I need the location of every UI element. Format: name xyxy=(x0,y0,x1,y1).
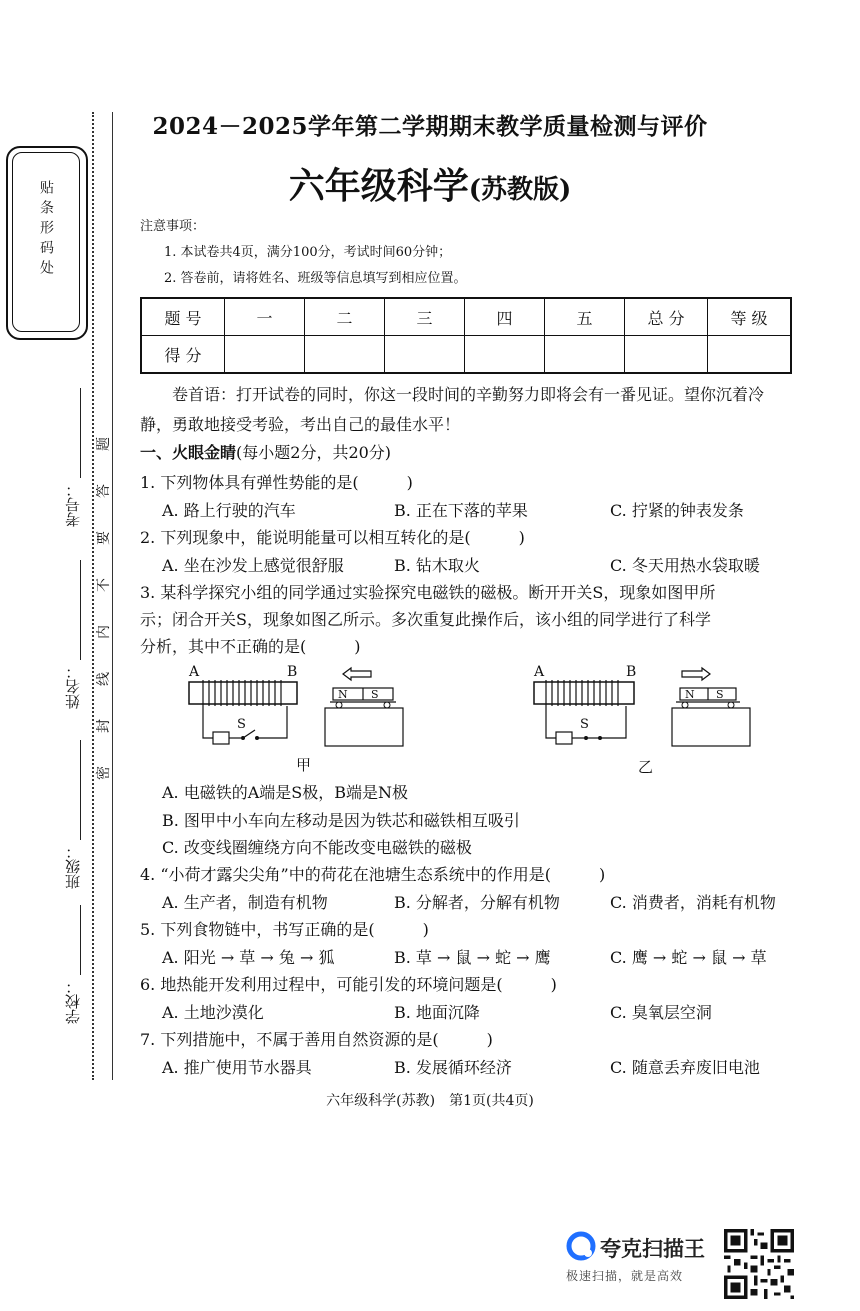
magnet-n-label: N xyxy=(685,688,695,701)
question-6-option-b[interactable]: B. 地面沉降 xyxy=(394,1003,480,1022)
notes-item: 1. 本试卷共4页，满分100分，考试时间60分钟； xyxy=(164,245,452,260)
question-7-option-c[interactable]: C. 随意丢弃废旧电池 xyxy=(610,1058,760,1077)
score-input-cell[interactable] xyxy=(465,336,545,374)
magnet-s-label: S xyxy=(371,688,379,701)
brand-name: 夸克扫描王 xyxy=(600,1237,705,1261)
magnet-n-label: N xyxy=(338,688,348,701)
score-header-cell: 二 xyxy=(305,298,385,336)
question-6-option-c[interactable]: C. 臭氧层空洞 xyxy=(610,1003,712,1022)
barcode-box-label: 贴条形码处 xyxy=(38,180,54,280)
subject-title xyxy=(0,158,860,209)
figure-label-b: B xyxy=(287,664,298,680)
circuit-wire-right xyxy=(257,706,287,738)
score-table-score-row xyxy=(141,336,791,374)
score-input-cell[interactable] xyxy=(305,336,385,374)
exam-number-underline xyxy=(80,388,81,478)
question-3-option-a[interactable]: A. 电磁铁的A端是S极，B端是N极 xyxy=(162,783,409,802)
question-7-stem: 7. 下列措施中，不属于善用自然资源的是( ) xyxy=(140,1030,493,1049)
seal-char-4: 内 xyxy=(96,625,112,639)
score-input-cell[interactable] xyxy=(545,336,625,374)
figure-label-b: B xyxy=(626,664,637,680)
score-input-cell[interactable] xyxy=(385,336,465,374)
score-header-cell: 四 xyxy=(465,298,545,336)
score-header-cell: 五 xyxy=(545,298,625,336)
seal-char-5: 线 xyxy=(96,672,112,686)
figure-label-a: A xyxy=(534,664,545,680)
question-3-line-1: 3. 某科学探究小组的同学通过实验探究电磁铁的磁极。断开开关S，现象如图甲所 xyxy=(140,583,716,602)
exam-notes xyxy=(140,214,467,292)
question-2-stem: 2. 下列现象中，能说明能量可以相互转化的是( ) xyxy=(140,528,525,547)
class-underline xyxy=(80,740,81,840)
switch-label: S xyxy=(237,717,246,732)
seal-char-6: 封 xyxy=(96,719,112,733)
figure-label-a: A xyxy=(189,664,200,680)
name-field[interactable] xyxy=(62,560,82,720)
question-7-option-a[interactable]: A. 推广使用节水器具 xyxy=(162,1058,312,1077)
exam-number-label: 考号： xyxy=(64,482,82,527)
score-input-cell[interactable] xyxy=(708,336,792,374)
score-header-cell: 三 xyxy=(385,298,465,336)
class-label: 班级： xyxy=(64,844,82,889)
circuit-wire-left xyxy=(546,706,556,738)
question-4-stem: 4. “小荷才露尖尖角”中的荷花在池塘生态系统中的作用是( ) xyxy=(140,865,606,884)
circuit-wire-left xyxy=(203,706,213,738)
seal-char-7: 密 xyxy=(96,766,112,780)
question-5-option-c[interactable]: C. 鹰 → 蛇 → 鼠 → 草 xyxy=(610,948,767,967)
figure-jia xyxy=(185,662,415,762)
brand-tagline: 极速扫描，就是高效 xyxy=(566,1269,684,1283)
battery xyxy=(556,732,572,744)
question-2-option-b[interactable]: B. 钻木取火 xyxy=(394,556,480,575)
question-2-option-a[interactable]: A. 坐在沙发上感觉很舒服 xyxy=(162,556,344,575)
question-4-option-c[interactable]: C. 消费者，消耗有机物 xyxy=(610,893,776,912)
circuit-wire-right xyxy=(600,706,626,738)
school-underline xyxy=(80,905,81,975)
score-header-cell: 总 分 xyxy=(625,298,708,336)
left-arrow xyxy=(343,668,371,680)
score-input-cell[interactable] xyxy=(625,336,708,374)
score-header-cell: 等 级 xyxy=(708,298,792,336)
figure-yi xyxy=(530,662,760,762)
notes-item: 2. 答卷前，请将姓名、班级等信息填写到相应位置。 xyxy=(164,271,467,286)
right-arrow xyxy=(682,668,710,680)
question-5-stem: 5. 下列食物链中，书写正确的是( ) xyxy=(140,920,429,939)
score-table-header-row xyxy=(141,298,791,336)
table-block xyxy=(325,708,403,746)
question-1-option-c[interactable]: C. 拧紧的钟表发条 xyxy=(610,501,744,520)
battery xyxy=(213,732,229,744)
preface-text: 卷首语：打开试卷的同时，你这一段时间的辛勤努力即将会有一番见证。望你沉着冷静，勇敢地接受考验，考出自己的最佳水平！ xyxy=(140,385,765,434)
coil-windings xyxy=(203,680,281,706)
figure-caption-yi: 乙 xyxy=(638,758,654,776)
magnet-s-label: S xyxy=(716,688,724,701)
question-5-option-a[interactable]: A. 阳光 → 草 → 兔 → 狐 xyxy=(162,948,335,967)
name-underline xyxy=(80,560,81,660)
section-note: (每小题2分，共20分) xyxy=(236,443,392,462)
question-3-option-b[interactable]: B. 图甲中小车向左移动是因为铁芯和磁铁相互吸引 xyxy=(162,811,520,830)
score-table xyxy=(140,297,792,374)
question-1-option-a[interactable]: A. 路上行驶的汽车 xyxy=(162,501,296,520)
question-1-option-b[interactable]: B. 正在下落的苹果 xyxy=(394,501,528,520)
edition-label: (苏教版) xyxy=(468,175,572,205)
exam-number-field[interactable] xyxy=(62,388,82,528)
binding-solid-line xyxy=(112,112,113,1080)
question-3-line-2: 示；闭合开关S，现象如图乙所示。多次重复此操作后，该小组的同学进行了科学 xyxy=(140,610,711,629)
subject-name: 六年级科学 xyxy=(288,165,469,207)
school-field[interactable] xyxy=(62,905,82,1025)
school-label: 学校： xyxy=(64,979,82,1024)
seal-char-1: 答 xyxy=(96,484,112,498)
question-1-stem: 1. 下列物体具有弹性势能的是( ) xyxy=(140,473,413,492)
seal-char-3: 不 xyxy=(96,578,112,592)
qr-code-icon xyxy=(724,1229,794,1299)
switch-label: S xyxy=(580,717,589,732)
question-5-option-b[interactable]: B. 草 → 鼠 → 蛇 → 鹰 xyxy=(394,948,551,967)
section-title: 一、火眼金睛 xyxy=(140,443,237,462)
score-row-label: 得 分 xyxy=(141,336,225,374)
coil-windings xyxy=(546,680,618,706)
question-6-stem: 6. 地热能开发利用过程中，可能引发的环境问题是( ) xyxy=(140,975,557,994)
figure-caption-jia: 甲 xyxy=(296,756,312,774)
class-field[interactable] xyxy=(62,740,82,890)
notes-heading: 注意事项： xyxy=(140,219,206,234)
scanner-brand xyxy=(566,1231,716,1287)
score-input-cell[interactable] xyxy=(225,336,305,374)
iron-core xyxy=(534,682,634,704)
score-header-cell: 题 号 xyxy=(141,298,225,336)
question-2-option-c[interactable]: C. 冬天用热水袋取暖 xyxy=(610,556,760,575)
question-3-line-3: 分析，其中不正确的是( ) xyxy=(140,637,361,656)
question-7-option-b[interactable]: B. 发展循环经济 xyxy=(394,1058,512,1077)
page-footer: 六年级科学(苏教) 第1页(共4页) xyxy=(326,1093,534,1109)
quark-logo-icon xyxy=(566,1231,596,1261)
table-block xyxy=(672,708,750,746)
seal-char-2: 要 xyxy=(96,531,112,545)
section-heading xyxy=(140,440,391,463)
score-header-cell: 一 xyxy=(225,298,305,336)
question-4-option-a[interactable]: A. 生产者，制造有机物 xyxy=(162,893,328,912)
exam-title: 2024－2025学年第二学期期末教学质量检测与评价 xyxy=(152,113,708,140)
question-6-option-a[interactable]: A. 土地沙漠化 xyxy=(162,1003,264,1022)
seal-char-0: 题 xyxy=(96,437,112,451)
binding-dotted-line xyxy=(92,112,94,1080)
question-4-option-b[interactable]: B. 分解者，分解有机物 xyxy=(394,893,560,912)
name-label: 姓名： xyxy=(64,664,82,709)
question-3-option-c[interactable]: C. 改变线圈缠绕方向不能改变电磁铁的磁极 xyxy=(162,838,472,857)
